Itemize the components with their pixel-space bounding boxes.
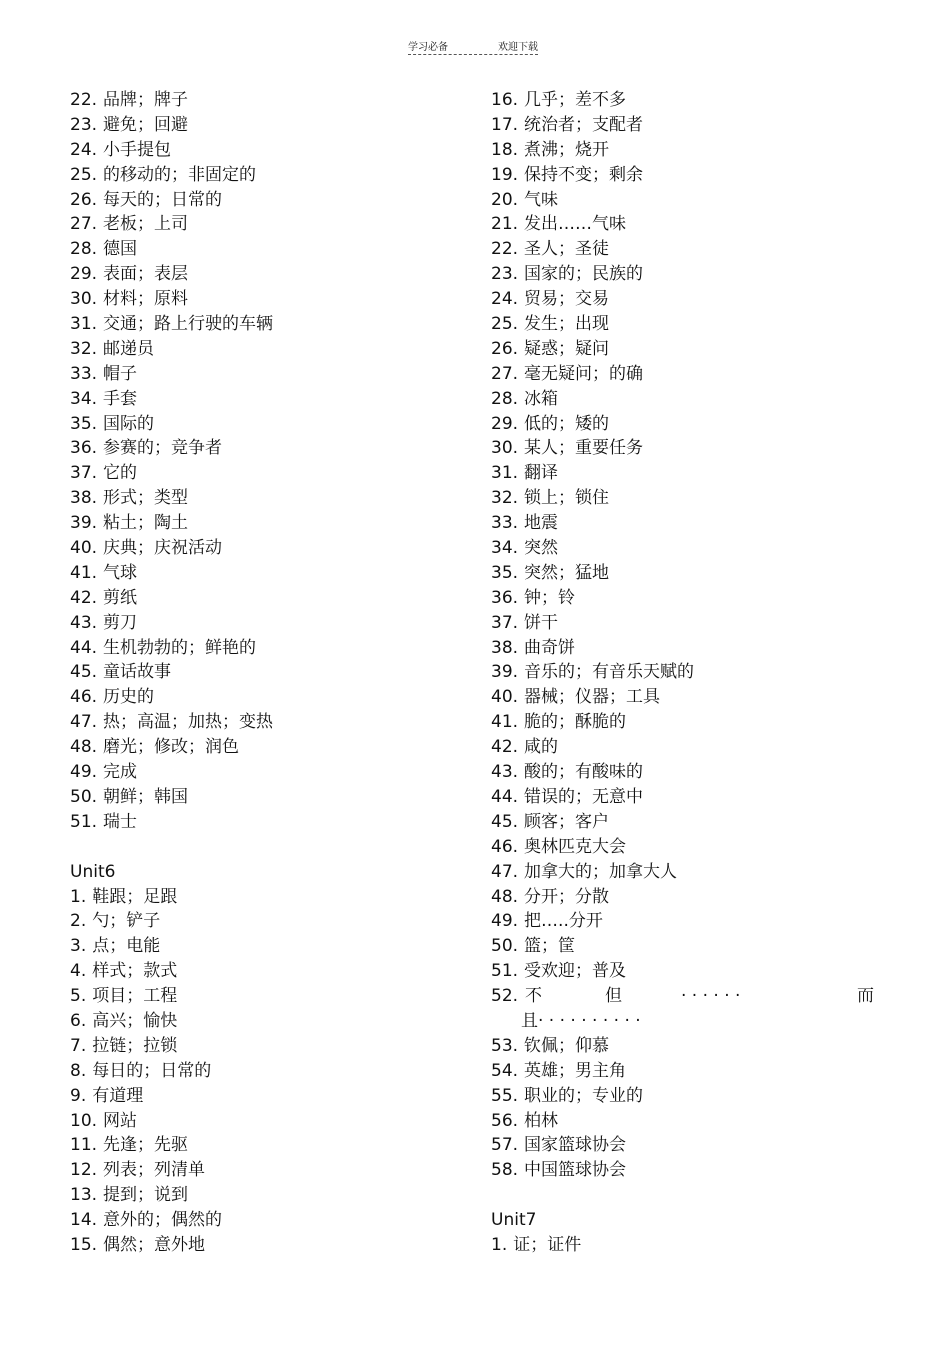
vocab-item — [491, 785, 881, 810]
vocab-item — [70, 1158, 450, 1183]
vocab-item — [491, 835, 881, 860]
vocab-meaning: 地震 — [524, 513, 559, 534]
vocab-meaning: 柏林 — [524, 1110, 559, 1131]
vocab-item-52-line1 — [491, 984, 876, 1009]
header-right-text: 欢迎下载 — [498, 42, 538, 53]
vocab-number: 44. — [70, 637, 98, 658]
vocab-number: 33. — [70, 363, 98, 384]
vocab-meaning: 表面；表层 — [103, 264, 189, 285]
vocab-number: 7. — [70, 1035, 87, 1056]
vocab-item — [491, 1084, 881, 1109]
vocab-number: 2. — [70, 911, 87, 932]
page-header — [408, 38, 538, 58]
vocab-item — [491, 461, 881, 486]
vocab-meaning: 疑惑；疑问 — [524, 338, 610, 359]
vocab-number: 32. — [491, 488, 519, 509]
vocab-item — [491, 337, 881, 362]
vocab-item — [70, 436, 450, 461]
vocab-meaning: 生机勃勃的；鲜艳的 — [103, 637, 257, 658]
vocab-part: 不 — [525, 986, 542, 1007]
vocab-number: 31. — [70, 314, 98, 335]
vocab-meaning: 材料；原料 — [103, 289, 189, 310]
vocab-meaning: 冰箱 — [524, 388, 559, 409]
vocab-item — [491, 660, 881, 685]
vocab-number: 23. — [491, 264, 519, 285]
vocab-number: 42. — [491, 737, 519, 758]
vocab-number: 8. — [70, 1060, 87, 1081]
vocab-number: 28. — [70, 239, 98, 260]
vocab-meaning: 加拿大的；加拿大人 — [524, 861, 678, 882]
vocab-meaning: 突然；猛地 — [524, 562, 610, 583]
vocab-part: 而 — [857, 986, 874, 1007]
vocab-item — [70, 1059, 450, 1084]
vocab-item — [491, 934, 881, 959]
vocab-item — [491, 138, 881, 163]
vocab-number: 6. — [70, 1010, 87, 1031]
vocab-number: 34. — [491, 538, 519, 559]
vocab-number: 40. — [491, 687, 519, 708]
vocab-item — [491, 412, 881, 437]
vocab-meaning: 形式；类型 — [103, 488, 189, 509]
vocab-meaning: 拉链；拉锁 — [92, 1035, 178, 1056]
vocab-item — [491, 536, 881, 561]
vocab-meaning: 翻译 — [524, 463, 559, 484]
vocab-number: 11. — [70, 1135, 98, 1156]
vocab-meaning: 器械；仪器；工具 — [524, 687, 661, 708]
vocab-number: 21. — [491, 214, 519, 235]
vocab-number: 15. — [70, 1234, 98, 1255]
vocab-number: 37. — [70, 463, 98, 484]
unit-heading-text: Unit7 — [491, 1210, 537, 1231]
vocab-number: 55. — [491, 1085, 519, 1106]
vocab-number: 17. — [491, 114, 519, 135]
vocab-meaning: 的移动的；非固定的 — [103, 164, 257, 185]
vocab-meaning: 高兴；愉快 — [92, 1010, 178, 1031]
vocab-number: 18. — [491, 139, 519, 160]
vocab-item — [70, 163, 450, 188]
vocab-item — [70, 984, 450, 1009]
vocab-number: 50. — [70, 786, 98, 807]
vocab-item — [70, 113, 450, 138]
vocab-item — [70, 1233, 450, 1258]
vocab-meaning: 交通；路上行驶的车辆 — [103, 314, 274, 335]
vocab-number: 1. — [491, 1234, 508, 1255]
vocab-number: 45. — [70, 662, 98, 683]
vocab-meaning: 热；高温；加热；变热 — [103, 712, 274, 733]
vocab-item — [491, 287, 881, 312]
vocab-number: 26. — [70, 189, 98, 210]
vocab-meaning: 老板；上司 — [103, 214, 189, 235]
vocab-item — [70, 88, 450, 113]
vocab-number: 10. — [70, 1110, 98, 1131]
vocab-meaning: 几乎；差不多 — [524, 90, 627, 110]
vocab-item — [70, 287, 450, 312]
vocab-number: 57. — [491, 1135, 519, 1156]
unit-heading-text: Unit6 — [70, 861, 116, 882]
vocab-item — [491, 88, 881, 113]
vocab-meaning: 奥林匹克大会 — [524, 836, 627, 857]
vocab-item — [491, 586, 881, 611]
vocab-meaning: 历史的 — [103, 687, 155, 708]
vocab-number: 42. — [70, 587, 98, 608]
vocab-number: 58. — [491, 1160, 519, 1181]
vocab-meaning: 国际的 — [103, 413, 155, 434]
vocab-meaning: 帽子 — [103, 363, 138, 384]
vocab-number: 35. — [491, 562, 519, 583]
vocab-item — [491, 511, 881, 536]
vocab-meaning: 突然 — [524, 538, 559, 559]
vocab-number: 28. — [491, 388, 519, 409]
vocab-item — [491, 760, 881, 785]
vocab-meaning: 列表；列清单 — [103, 1160, 206, 1181]
vocab-number: 26. — [491, 338, 519, 359]
vocab-meaning: 国家的；民族的 — [524, 264, 644, 285]
vocab-item — [70, 212, 450, 237]
vocab-number: 23. — [70, 114, 98, 135]
vocab-item — [70, 710, 450, 735]
vocab-meaning: 咸的 — [524, 737, 559, 758]
vocab-item — [491, 1133, 881, 1158]
vocab-item — [491, 113, 881, 138]
blank-line — [70, 835, 450, 860]
vocab-item — [70, 1009, 450, 1034]
vocab-meaning: 提到；说到 — [103, 1185, 189, 1206]
vocab-item — [70, 312, 450, 337]
vocab-meaning: 发生；出现 — [524, 314, 610, 335]
vocab-number: 37. — [491, 612, 519, 633]
vocab-meaning: 钦佩；仰慕 — [524, 1035, 610, 1056]
vocab-meaning: 气球 — [103, 562, 138, 583]
vocab-meaning: 它的 — [103, 463, 138, 484]
vocab-meaning: 篮；筐 — [524, 936, 576, 957]
vocab-meaning: 受欢迎；普及 — [524, 961, 627, 982]
vocab-meaning: 德国 — [103, 239, 138, 260]
vocab-number: 51. — [491, 961, 519, 982]
vocab-meaning: 瑞士 — [103, 811, 138, 832]
vocab-number: 34. — [70, 388, 98, 409]
vocab-meaning: 粘土；陶土 — [103, 513, 189, 534]
right-column — [491, 88, 881, 1258]
vocab-item — [70, 1034, 450, 1059]
vocab-item — [70, 362, 450, 387]
vocab-number: 25. — [491, 314, 519, 335]
vocab-number: 36. — [491, 587, 519, 608]
vocab-item — [491, 1158, 881, 1183]
vocab-meaning: 贸易；交易 — [524, 289, 610, 310]
vocab-number: 5. — [70, 986, 87, 1007]
vocab-item — [491, 1034, 881, 1059]
vocab-item — [491, 636, 881, 661]
vocab-number: 46. — [491, 836, 519, 857]
vocab-number: 43. — [70, 612, 98, 633]
vocab-meaning: 意外的；偶然的 — [103, 1210, 223, 1231]
vocab-meaning: 国家篮球协会 — [524, 1135, 627, 1156]
vocab-number: 14. — [70, 1210, 98, 1231]
vocab-item — [491, 735, 881, 760]
vocab-meaning: 有道理 — [92, 1085, 144, 1106]
vocab-meaning: 品牌；牌子 — [103, 90, 189, 110]
vocab-number: 41. — [491, 712, 519, 733]
vocab-item — [491, 312, 881, 337]
vocab-item — [70, 188, 450, 213]
vocab-item — [491, 387, 881, 412]
vocab-item — [491, 188, 881, 213]
vocab-meaning: 鞋跟；足跟 — [92, 886, 178, 907]
vocab-number: 25. — [70, 164, 98, 185]
vocab-item — [70, 138, 450, 163]
vocab-meaning: 锁上；锁住 — [524, 488, 610, 509]
vocab-meaning: 气味 — [524, 189, 559, 210]
vocab-number: 27. — [491, 363, 519, 384]
vocab-number: 46. — [70, 687, 98, 708]
vocab-item — [70, 636, 450, 661]
vocab-item — [70, 934, 450, 959]
vocab-meaning: 邮递员 — [103, 338, 155, 359]
vocab-number: 56. — [491, 1110, 519, 1131]
vocab-meaning: 错误的；无意中 — [524, 786, 644, 807]
vocab-item — [491, 212, 881, 237]
vocab-number: 1. — [70, 886, 87, 907]
vocab-item — [491, 685, 881, 710]
vocab-number: 16. — [491, 90, 519, 110]
vocab-meaning: 每天的；日常的 — [103, 189, 223, 210]
vocab-meaning: 剪纸 — [103, 587, 138, 608]
vocab-number: 13. — [70, 1185, 98, 1206]
vocab-item — [491, 362, 881, 387]
vocab-item — [70, 660, 450, 685]
vocab-item — [491, 1059, 881, 1084]
vocab-number: 3. — [70, 936, 87, 957]
vocab-item — [491, 909, 881, 934]
vocab-number: 41. — [70, 562, 98, 583]
vocab-item — [491, 710, 881, 735]
vocab-meaning: 顾客；客户 — [524, 811, 610, 832]
vocab-number: 22. — [70, 90, 98, 110]
vocab-meaning: 样式；款式 — [92, 961, 178, 982]
vocab-item — [70, 387, 450, 412]
vocab-number: 27. — [70, 214, 98, 235]
vocab-meaning: 保持不变；剩余 — [524, 164, 644, 185]
vocab-meaning: 证；证件 — [513, 1234, 582, 1255]
vocab-meaning: 手套 — [103, 388, 138, 409]
right-column-list-a — [491, 88, 881, 984]
vocab-meaning: 钟；铃 — [524, 587, 576, 608]
vocab-meaning: 把…..分开 — [524, 911, 603, 932]
vocab-item — [70, 909, 450, 934]
vocab-meaning: 避免；回避 — [103, 114, 189, 135]
vocab-number: 29. — [70, 264, 98, 285]
blank-line — [491, 1183, 881, 1208]
vocab-meaning: 磨光；修改；润色 — [103, 737, 240, 758]
vocab-number: 30. — [491, 438, 519, 459]
vocab-meaning: 项目；工程 — [92, 986, 178, 1007]
vocab-meaning: 煮沸；烧开 — [524, 139, 610, 160]
vocab-meaning: 曲奇饼 — [524, 637, 576, 658]
vocab-number: 24. — [70, 139, 98, 160]
vocab-number: 9. — [70, 1085, 87, 1106]
vocab-number: 51. — [70, 811, 98, 832]
vocab-number: 49. — [491, 911, 519, 932]
vocab-item — [491, 860, 881, 885]
vocab-item — [70, 1183, 450, 1208]
vocab-number: 36. — [70, 438, 98, 459]
vocab-meaning: 低的；矮的 — [524, 413, 610, 434]
vocab-meaning: 网站 — [103, 1110, 138, 1131]
vocab-item — [70, 561, 450, 586]
vocab-item — [491, 1233, 881, 1258]
vocab-item — [491, 262, 881, 287]
vocab-number: 53. — [491, 1035, 519, 1056]
vocab-item — [491, 885, 881, 910]
vocab-number: 31. — [491, 463, 519, 484]
vocab-number: 32. — [70, 338, 98, 359]
vocab-item — [70, 1084, 450, 1109]
vocab-item — [70, 785, 450, 810]
vocab-number: 45. — [491, 811, 519, 832]
vocab-item — [70, 760, 450, 785]
left-column — [70, 88, 450, 1258]
vocab-item — [70, 412, 450, 437]
vocab-number: 35. — [70, 413, 98, 434]
vocab-meaning: 中国篮球协会 — [524, 1160, 627, 1181]
vocab-item — [70, 237, 450, 262]
vocab-meaning: 脆的；酥脆的 — [524, 712, 627, 733]
vocab-item — [70, 735, 450, 760]
vocab-number: 48. — [491, 886, 519, 907]
vocab-meaning: 童话故事 — [103, 662, 172, 683]
vocab-item — [70, 885, 450, 910]
vocab-part: 但 — [605, 986, 622, 1007]
vocab-number: 38. — [491, 637, 519, 658]
vocab-meaning: 饼干 — [524, 612, 559, 633]
vocab-number: 40. — [70, 538, 98, 559]
vocab-number: 30. — [70, 289, 98, 310]
vocab-number: 48. — [70, 737, 98, 758]
vocab-meaning: 庆典；庆祝活动 — [103, 538, 223, 559]
vocab-item — [70, 536, 450, 561]
vocab-number: 33. — [491, 513, 519, 534]
vocab-item — [70, 685, 450, 710]
vocab-meaning: 小手提包 — [103, 139, 172, 160]
vocab-part: · · · · · · — [681, 986, 741, 1007]
vocab-meaning: 完成 — [103, 762, 138, 783]
vocab-item — [70, 461, 450, 486]
vocab-meaning: 英雄；男主角 — [524, 1060, 627, 1081]
vocab-number: 50. — [491, 936, 519, 957]
vocab-number: 22. — [491, 239, 519, 260]
vocab-item — [70, 1109, 450, 1134]
vocab-number: 39. — [70, 513, 98, 534]
vocab-item — [491, 561, 881, 586]
header-divider — [408, 54, 538, 55]
vocab-meaning: 发出……气味 — [524, 214, 627, 235]
vocab-meaning: 某人；重要任务 — [524, 438, 644, 459]
vocab-meaning: 勺；铲子 — [92, 911, 161, 932]
vocab-number: 29. — [491, 413, 519, 434]
vocab-number: 44. — [491, 786, 519, 807]
vocab-number: 52. — [491, 986, 519, 1007]
vocab-meaning: 剪刀 — [103, 612, 138, 633]
vocab-number: 38. — [70, 488, 98, 509]
vocab-number: 39. — [491, 662, 519, 683]
vocab-number: 47. — [70, 712, 98, 733]
vocab-meaning: 偶然；意外地 — [103, 1234, 206, 1255]
vocab-number: 12. — [70, 1160, 98, 1181]
vocab-item — [70, 611, 450, 636]
vocab-item — [491, 1109, 881, 1134]
vocab-meaning: 分开；分散 — [524, 886, 610, 907]
vocab-item — [491, 959, 881, 984]
vocab-item — [70, 810, 450, 835]
vocab-item-52-line2: 且· · · · · · · · · · — [521, 1010, 641, 1031]
right-column-list-b — [491, 1034, 881, 1258]
vocab-meaning: 统治者；支配者 — [524, 114, 644, 135]
vocab-item — [70, 1208, 450, 1233]
vocab-item — [491, 611, 881, 636]
vocab-item — [491, 237, 881, 262]
vocab-item — [70, 262, 450, 287]
vocab-number: 47. — [491, 861, 519, 882]
vocab-item — [491, 436, 881, 461]
vocab-number: 24. — [491, 289, 519, 310]
vocab-item — [70, 1133, 450, 1158]
vocab-number: 20. — [491, 189, 519, 210]
vocab-item — [491, 486, 881, 511]
vocab-number: 19. — [491, 164, 519, 185]
vocab-number: 4. — [70, 961, 87, 982]
unit-heading — [70, 860, 450, 885]
vocab-meaning: 职业的；专业的 — [524, 1085, 644, 1106]
vocab-meaning: 点；电能 — [92, 936, 161, 957]
vocab-meaning: 朝鲜；韩国 — [103, 786, 189, 807]
vocab-item — [491, 163, 881, 188]
unit-heading — [491, 1208, 881, 1233]
vocab-meaning: 参赛的；竞争者 — [103, 438, 223, 459]
vocab-item-52 — [491, 984, 881, 1034]
vocab-number: 43. — [491, 762, 519, 783]
vocab-meaning: 先逢；先驱 — [103, 1135, 189, 1156]
vocab-item — [70, 511, 450, 536]
vocab-number: 54. — [491, 1060, 519, 1081]
vocab-meaning: 酸的；有酸味的 — [524, 762, 644, 783]
vocab-meaning: 圣人；圣徒 — [524, 239, 610, 260]
vocab-item — [70, 586, 450, 611]
vocab-item — [70, 486, 450, 511]
vocab-number: 49. — [70, 762, 98, 783]
vocab-item — [70, 337, 450, 362]
vocab-item — [70, 959, 450, 984]
vocab-meaning: 音乐的；有音乐天赋的 — [524, 662, 695, 683]
vocab-meaning: 毫无疑问；的确 — [524, 363, 644, 384]
vocab-meaning: 每日的；日常的 — [92, 1060, 212, 1081]
header-left-text: 学习必备 — [408, 42, 448, 53]
vocab-item — [491, 810, 881, 835]
